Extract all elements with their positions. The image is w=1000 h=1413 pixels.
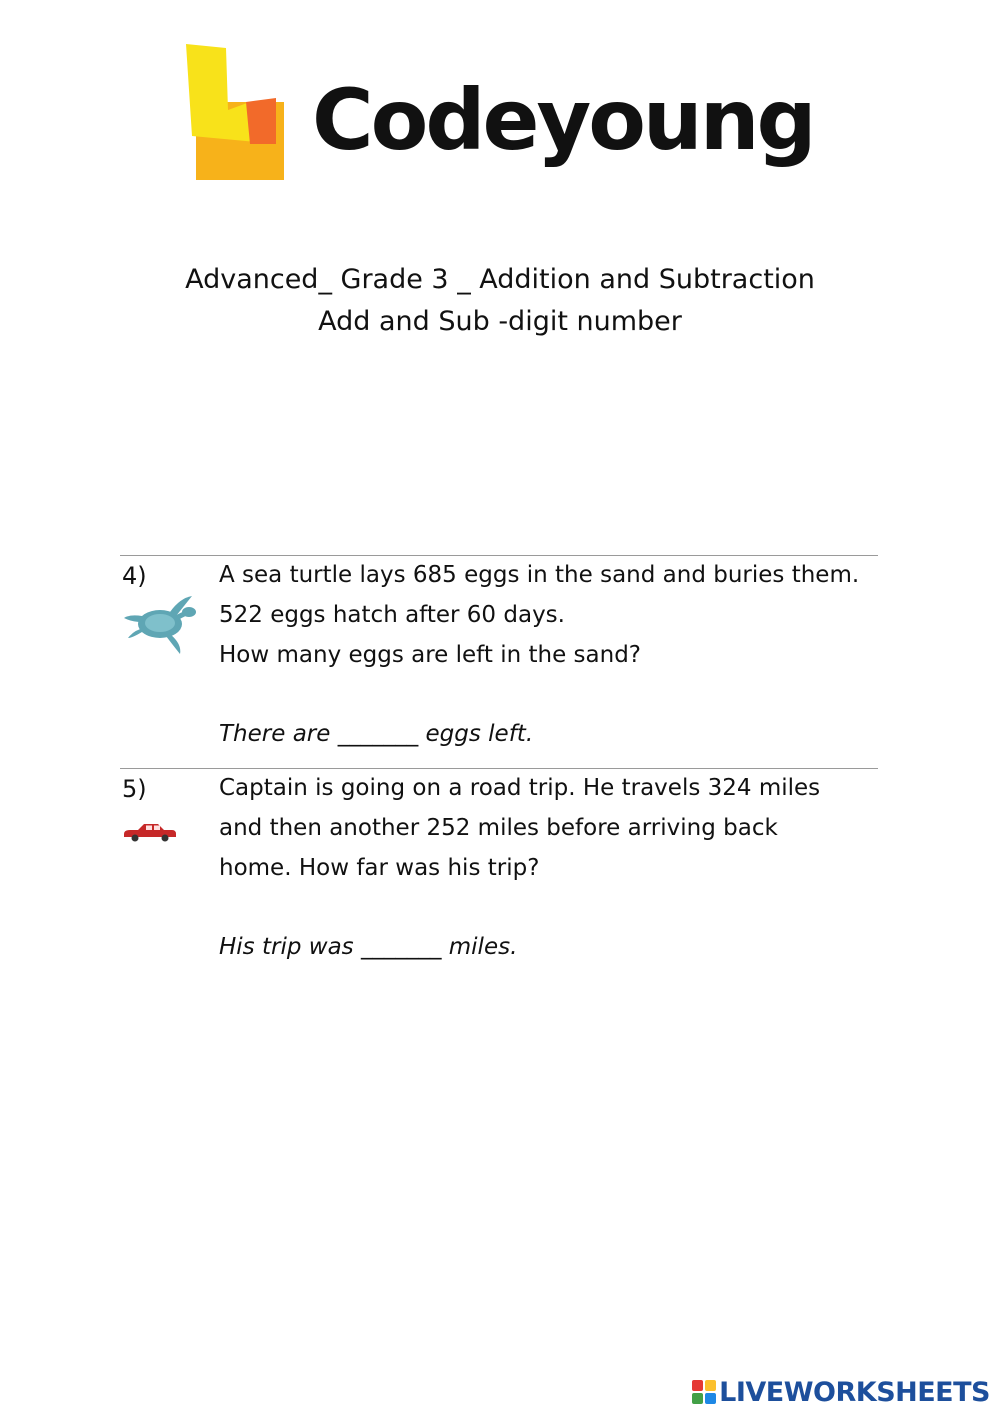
car-icon [122,822,178,844]
question-text-line: How many eggs are left in the sand? [219,642,641,668]
question-text-line: home. How far was his trip? [219,855,540,881]
worksheet-subtitle: Add and Sub -digit number [318,306,682,337]
divider-top [120,555,878,556]
divider-middle [120,768,878,769]
liveworksheets-logo-icon [692,1380,716,1404]
codeyoung-logo-mark [180,40,290,190]
worksheet-title: Advanced_ Grade 3 _ Addition and Subtraction [185,264,815,295]
question-text-line: A sea turtle lays 685 eggs in the sand and buries them. [219,562,860,588]
codeyoung-wordmark: Codeyoung [312,71,814,169]
question-text-line: 522 eggs hatch after 60 days. [219,602,565,628]
liveworksheets-wordmark: LIVEWORKSHEETS [719,1376,990,1408]
question-text-line: and then another 252 miles before arriving back [219,815,778,841]
answer-line: His trip was _______ miles. [219,934,518,960]
sea-turtle-icon [122,594,202,656]
question-text-line: Captain is going on a road trip. He travels 324 miles [219,775,821,801]
liveworksheets-brand [692,1377,990,1407]
answer-line: There are _______ eggs left. [219,721,534,747]
question-number: 4) [122,562,147,590]
question-number: 5) [122,775,147,803]
codeyoung-logo [180,40,830,200]
